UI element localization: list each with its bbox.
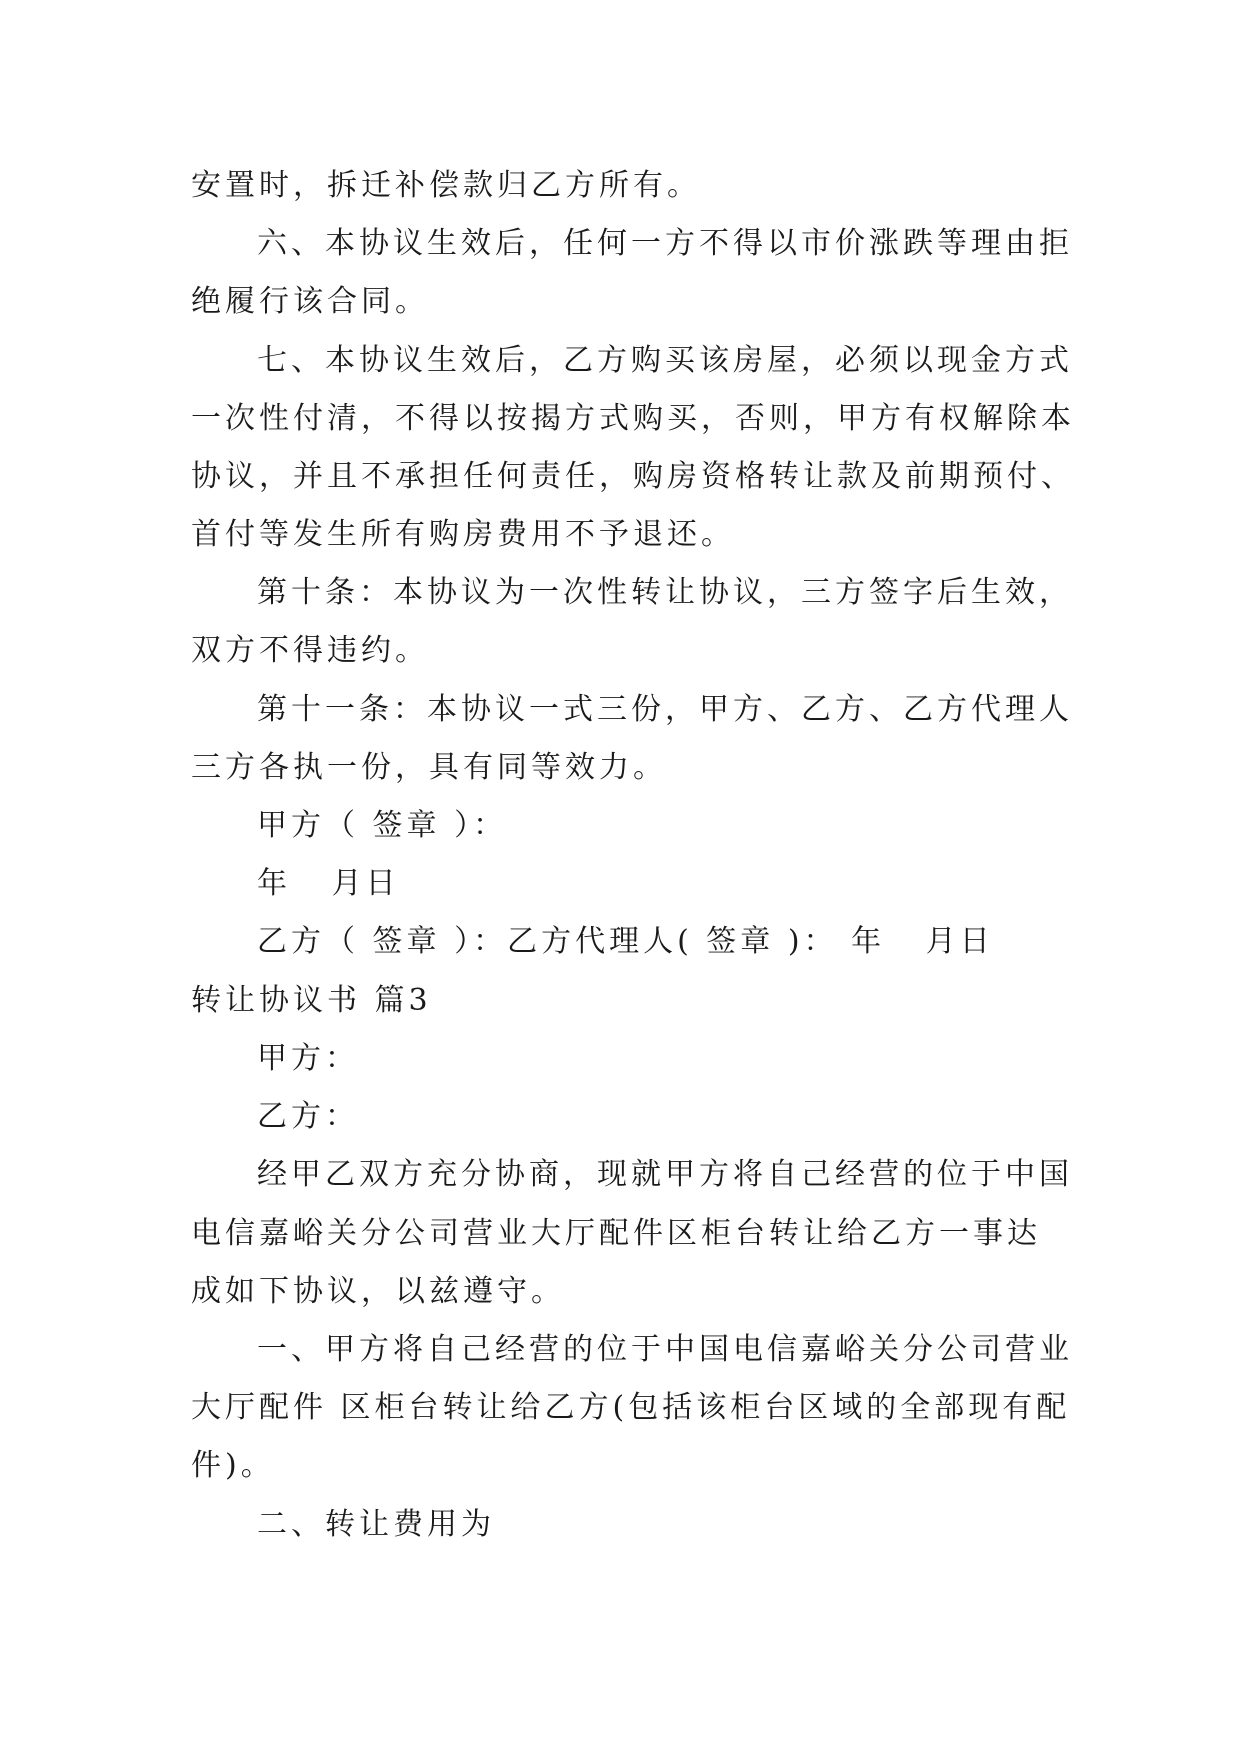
signature-line-party-b: 乙方（ 签章 ）：乙方代理人( 签章 )： 年 月日: [257, 924, 994, 959]
text-line: 经甲乙双方充分协商，现就甲方将自己经营的位于中国: [257, 1157, 1073, 1192]
text-line: 七、本协议生效后，乙方购买该房屋，必须以现金方式: [257, 343, 1073, 378]
text-line: 绝履行该合同。: [191, 284, 429, 319]
text-line: 件)。: [191, 1448, 275, 1483]
text-line: 电信嘉峪关分公司营业大厅配件区柜台转让给乙方一事达: [191, 1216, 1041, 1251]
text-line: 第十条：本协议为一次性转让协议，三方签字后生效，: [257, 575, 1073, 610]
text-line: 二、转让费用为: [257, 1507, 495, 1542]
section-heading: 转让协议书 篇3: [191, 983, 432, 1018]
text-line: 协议，并且不承担任何责任，购房资格转让款及前期预付、: [191, 459, 1075, 494]
party-b-label: 乙方：: [257, 1099, 359, 1134]
party-a-label: 甲方：: [257, 1041, 359, 1076]
text-line: 安置时，拆迁补偿款归乙方所有。: [191, 168, 701, 203]
date-line: 年 月日: [257, 866, 400, 901]
signature-line-party-a: 甲方（ 签章 ）：: [257, 808, 508, 843]
text-line: 六、本协议生效后，任何一方不得以市价涨跌等理由拒: [257, 226, 1073, 261]
text-line: 成如下协议，以兹遵守。: [191, 1274, 565, 1309]
text-line: 第十一条：本协议一式三份，甲方、乙方、乙方代理人: [257, 692, 1073, 727]
text-line: 三方各执一份，具有同等效力。: [191, 750, 667, 785]
text-line: 一、甲方将自己经营的位于中国电信嘉峪关分公司营业: [257, 1332, 1073, 1367]
text-line: 首付等发生所有购房费用不予退还。: [191, 517, 735, 552]
text-line: 双方不得违约。: [191, 633, 429, 668]
text-line: 一次性付清，不得以按揭方式购买，否则，甲方有权解除本: [191, 401, 1075, 436]
text-line: 大厅配件 区柜台转让给乙方(包括该柜台区域的全部现有配: [191, 1390, 1071, 1425]
